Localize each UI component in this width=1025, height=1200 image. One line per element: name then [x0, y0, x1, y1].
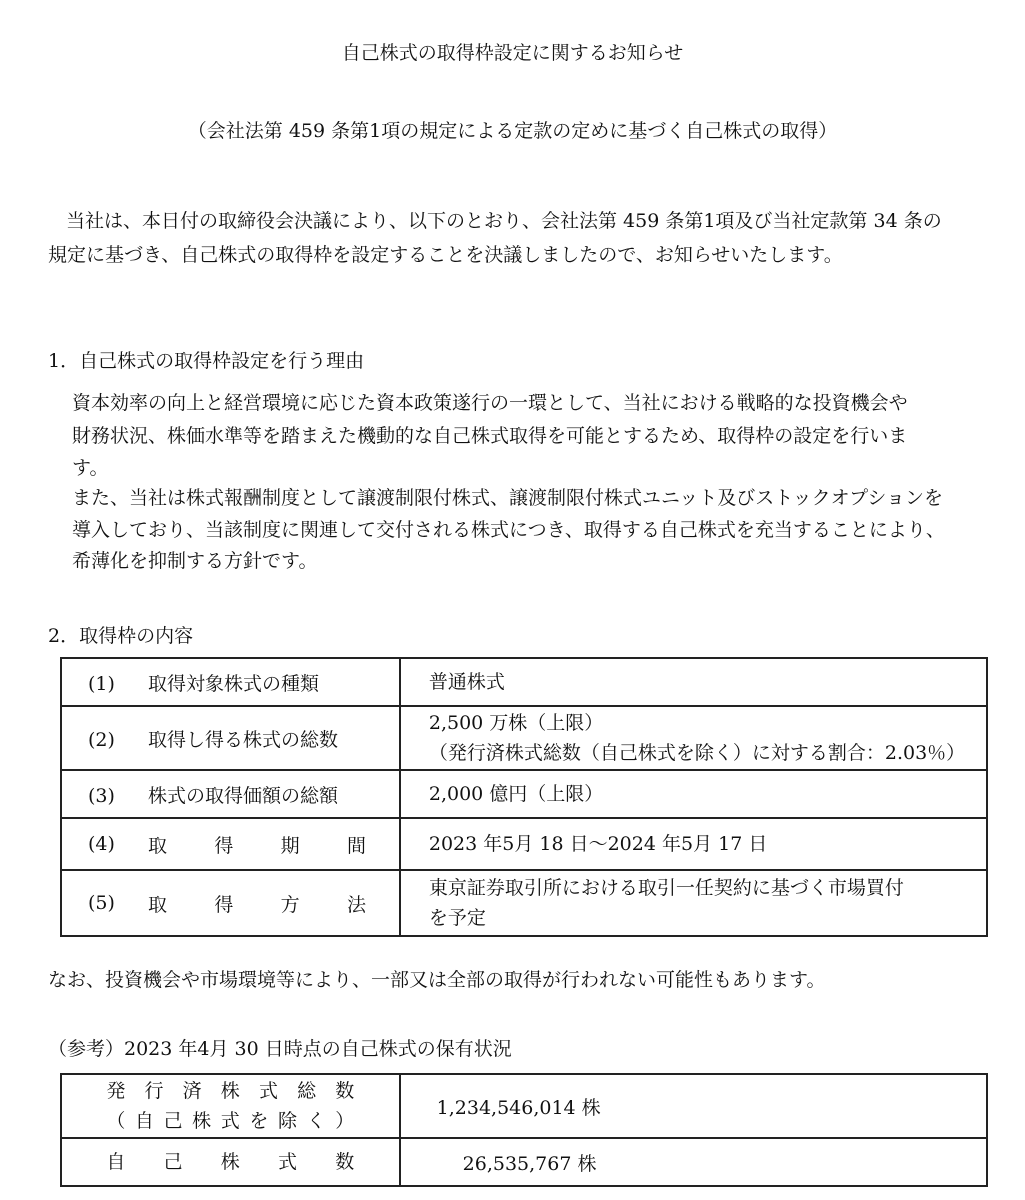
- label-char: 除: [277, 1110, 297, 1132]
- row-label: 株式の取得価額の総額: [148, 784, 339, 807]
- table-value-cell: [400, 1074, 987, 1138]
- label-char: 法: [346, 893, 366, 916]
- row-label: 取得対象株式の種類: [148, 672, 320, 695]
- label-char: 行: [144, 1080, 164, 1102]
- row-label-spread: [148, 831, 366, 858]
- table-value-cell: [400, 706, 987, 770]
- table-label-cell: [61, 818, 400, 870]
- label-char: 総: [297, 1080, 317, 1102]
- section1-line: また、当社は株式報酬制度として譲渡制限付株式、譲渡制限付株式ユニット及びストックオプションを: [72, 487, 943, 509]
- table-value-cell: [400, 658, 987, 706]
- row-value: 2,000 億円（上限）: [428, 783, 604, 805]
- table-row: [61, 770, 987, 818]
- label-char: 取: [148, 893, 168, 916]
- ref-value: 26,535,767 株: [462, 1152, 597, 1175]
- label-char: （: [106, 1110, 126, 1132]
- label-char: く: [306, 1110, 326, 1132]
- label-char: ）: [335, 1110, 355, 1132]
- label-char: 数: [335, 1080, 355, 1102]
- label-char: 株: [192, 1110, 212, 1132]
- reference-heading: （参考）2023 年4月 30 日時点の自己株式の保有状況: [48, 1038, 512, 1060]
- section1-line: 財務状況、株価水準等を踏まえた機動的な自己株式取得を可能とするため、取得枠の設定を行いま: [72, 425, 908, 447]
- section1-line: 資本効率の向上と経営環境に応じた資本政策遂行の一環として、当社における戦略的な投資機会や: [72, 392, 908, 414]
- section1-line: 希薄化を抑制する方針です。: [72, 550, 318, 572]
- table-label-cell: [61, 870, 400, 936]
- label-char: 得: [214, 834, 234, 857]
- row-value: 2,500 万株（上限）: [428, 712, 604, 734]
- intro-line-2: 規定に基づき、自己株式の取得枠を設定することを決議しましたので、お知らせいたします。: [48, 244, 843, 266]
- row-value: 東京証券取引所における取引一任契約に基づく市場買付: [428, 877, 904, 899]
- label-char: 得: [214, 893, 234, 916]
- table-value-cell: [400, 1138, 987, 1186]
- label-char: 式: [258, 1080, 278, 1102]
- row-label-spread: [148, 890, 366, 917]
- table-row: [61, 706, 987, 770]
- ref-label-spread: [106, 1147, 354, 1177]
- label-char: 取: [148, 834, 168, 857]
- row-number: (4): [88, 833, 115, 855]
- table-label-cell: [61, 770, 400, 818]
- row-value: （発行済株式総数（自己株式を除く）に対する割合：2.03％）: [428, 742, 966, 764]
- table-value-cell: [400, 870, 987, 936]
- table-note: なお、投資機会や市場環境等により、一部又は全部の取得が行われない可能性もあります。: [48, 969, 826, 991]
- section1-line: す。: [72, 457, 109, 479]
- table-value-cell: [400, 818, 987, 870]
- row-number: (5): [88, 892, 115, 914]
- ref-label-spread: [106, 1076, 354, 1106]
- row-value: 2023 年5月 18 日～2024 年5月 17 日: [428, 833, 768, 855]
- table-row: [61, 818, 987, 870]
- table-label-cell: [61, 658, 400, 706]
- section1-heading: 1．自己株式の取得枠設定を行う理由: [48, 350, 365, 372]
- label-char: を: [249, 1110, 269, 1132]
- row-value: 普通株式: [428, 671, 505, 693]
- label-char: 済: [182, 1080, 202, 1102]
- label-char: 株: [220, 1151, 240, 1173]
- table-row: [61, 1074, 987, 1138]
- table-label-cell: [61, 1138, 400, 1186]
- table-row: [61, 1138, 987, 1186]
- table-value-cell: [400, 770, 987, 818]
- row-value: を予定: [428, 907, 486, 929]
- row-label: 取得し得る株式の総数: [148, 728, 339, 751]
- label-char: 数: [335, 1151, 355, 1173]
- page-title: 自己株式の取得枠設定に関するお知らせ: [341, 42, 684, 64]
- label-char: 式: [278, 1151, 298, 1173]
- ref-label-spread: [106, 1106, 354, 1136]
- label-char: 己: [163, 1151, 183, 1173]
- label-char: 方: [280, 893, 300, 916]
- ref-value: 1,234,546,014 株: [436, 1096, 601, 1119]
- label-char: 株: [220, 1080, 240, 1102]
- label-char: 己: [163, 1110, 183, 1132]
- section1-line: 導入しており、当該制度に関連して交付される株式につき、取得する自己株式を充当することにより、: [72, 519, 945, 541]
- table-row: [61, 658, 987, 706]
- label-char: 式: [220, 1110, 240, 1132]
- row-number: (1): [88, 672, 115, 695]
- acquisition-table: [60, 657, 988, 937]
- reference-table: [60, 1073, 988, 1187]
- section2-heading: 2．取得枠の内容: [48, 625, 194, 647]
- intro-line-1: 当社は、本日付の取締役会決議により、以下のとおり、会社法第 459 条第1項及び当社定款第 34 条の: [66, 210, 942, 232]
- label-char: 発: [106, 1080, 126, 1102]
- row-number: (3): [88, 784, 115, 807]
- label-char: 期: [280, 834, 300, 857]
- row-number: (2): [88, 728, 115, 751]
- table-label-cell: [61, 706, 400, 770]
- label-char: 間: [346, 834, 366, 857]
- label-char: 自: [134, 1110, 154, 1132]
- table-label-cell: [61, 1074, 400, 1138]
- table-row: [61, 870, 987, 936]
- page-subtitle: （会社法第 459 条第1項の規定による定款の定めに基づく自己株式の取得）: [187, 120, 838, 142]
- label-char: 自: [106, 1151, 126, 1173]
